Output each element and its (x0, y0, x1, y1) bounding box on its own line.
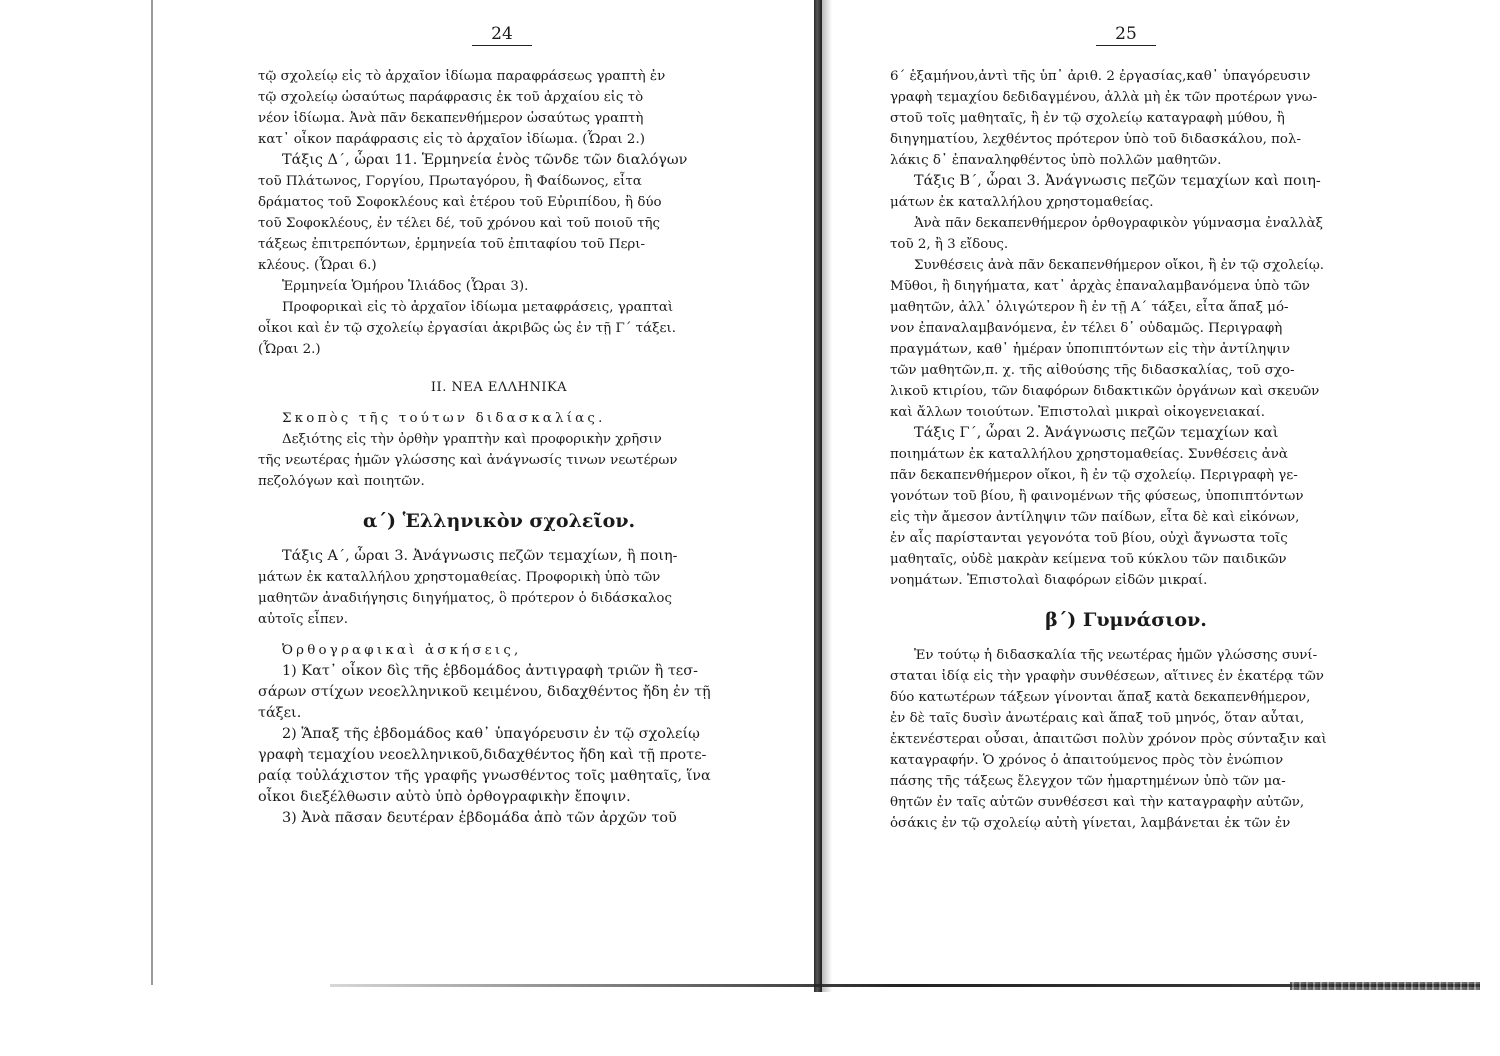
text-line: μαθητῶν, ἀλλ᾽ ὀλιγώτερον ἢ ἐν τῇ Α΄ τάξει, εἶτα ἅπαξ μό- (890, 300, 1289, 315)
text-line: ἐν αἷς παρίστανται γεγονότα τοῦ βίου, οὐχὶ ἄγνωστα τοῖς (890, 531, 1288, 546)
text-line: ἐν δὲ ταῖς δυσὶν ἀνωτέραις καὶ ἅπαξ τοῦ μηνός, ὅταν αὗται, (890, 711, 1305, 726)
text-line: γραφὴ τεμαχίου νεοελληνικοῦ,διδαχθέντος ἤδη καὶ τῇ προτε- (258, 747, 707, 763)
page-number: 25 (1096, 24, 1156, 46)
page-body (258, 66, 740, 829)
spine-shadow (822, 0, 832, 992)
text-line: λικοῦ κτιρίου, τῶν διαφόρων διδακτικῶν ὀργάνων καὶ σκευῶν (890, 384, 1320, 399)
text-line: μάτων ἐκ καταλλήλου χρηστομαθείας. Προφορικὴ ὑπὸ τῶν (258, 570, 661, 585)
text-line: στοῦ τοῖς μαθηταῖς, ἢ ἐν τῷ σχολείῳ καταγραφὴ μύθου, ἢ (890, 111, 1285, 126)
text-line: πάσης τῆς τάξεως ἔλεγχον τῶν ἡμαρτημένων ὑπὸ τῶν μα- (890, 774, 1286, 789)
text-line: 6΄ ἑξαμήνου,ἀντὶ τῆς ὑπ᾽ ἀριθ. 2 ἐργασίας,καθ᾽ ὑπαγόρευσιν (890, 69, 1311, 84)
text-line: κατ᾽ οἶκον παράφρασις εἰς τὸ ἀρχαῖον ἰδίωμα. (Ὧραι 2.) (258, 132, 645, 147)
text-line: καταγραφήν. Ὁ χρόνος ὁ ἀπαιτούμενος πρὸς τὸν ἐνώπιον (890, 753, 1284, 768)
page-body (890, 66, 1362, 834)
text-line: Δεξιότης εἰς τὴν ὀρθὴν γραπτὴν καὶ προφορικὴν χρῆσιν (282, 432, 662, 447)
text-line: τῶν μαθητῶν,π. χ. τῆς αἰθούσης τῆς διδασκαλίας, τοῦ σχο- (890, 363, 1295, 378)
text-line: μαθητῶν ἀναδιήγησις διηγήματος, ὃ πρότερον ὁ διδάσκαλος (258, 591, 672, 606)
text-line: τοῦ Σοφοκλέους, ἐν τέλει δέ, τοῦ χρόνου καὶ τοῦ ποιοῦ τῆς (258, 216, 661, 231)
text-line: ραίᾳ τοὐλάχιστον τῆς γραφῆς γνωσθέντος τοῖς μαθηταῖς, ἵνα (258, 768, 711, 784)
text-line: οἶκοι καὶ ἐν τῷ σχολείῳ ἐργασίαι ἀκριβῶς ὡς ἐν τῇ Γ΄ τάξει. (258, 321, 676, 336)
text-line: Μῦθοι, ἢ διηγήματα, κατ᾽ ἀρχὰς ἐπαναλαμβανόμενα ὑπὸ τῶν (890, 279, 1310, 294)
text-line: Τάξις Β΄, ὧραι 3. Ἀνάγνωσις πεζῶν τεμαχίων καὶ ποιη- (914, 173, 1321, 189)
text-line: 2) Ἅπαξ τῆς ἑβδομάδος καθ᾽ ὑπαγόρευσιν ἐν τῷ σχολείῳ (282, 726, 700, 742)
text-line: σάρων στίχων νεοελληνικοῦ κειμένου, διδαχθέντος ἤδη ἐν τῇ (258, 684, 711, 700)
text-line: 3) Ἀνὰ πᾶσαν δευτέραν ἑβδομάδα ἀπὸ τῶν ἀρχῶν τοῦ (282, 810, 677, 826)
text-line: πᾶν δεκαπενθήμερον οἴκοι, ἢ ἐν τῷ σχολείῳ. Περιγραφὴ γε- (890, 468, 1298, 483)
right-page (890, 0, 1362, 1000)
chapter-heading: α΄) Ἑλληνικὸν σχολεῖον. (362, 510, 636, 532)
text-line: νον ἐπαναλαμβανόμενα, ἐν τέλει δ᾽ οὐδαμῶς. Περιγραφὴ (890, 321, 1283, 336)
text-line: Συνθέσεις ἀνὰ πᾶν δεκαπενθήμερον οἴκοι, ἢ ἐν τῷ σχολείῳ. (914, 258, 1325, 273)
text-line: πραγμάτων, καθ᾽ ἡμέραν ὑποπιπτόντων εἰς τὴν ἀντίληψιν (890, 342, 1291, 357)
text-line: νοημάτων. Ἐπιστολαὶ διαφόρων εἰδῶν μικραί. (890, 573, 1208, 588)
text-line: δράματος τοῦ Σοφοκλέους καὶ ἑτέρου τοῦ Εὐριπίδου, ἢ δύο (258, 195, 662, 210)
text-line: Ἑρμηνεία Ὁμήρου Ἰλιάδος (Ὧραι 3). (282, 279, 529, 294)
text-line: τοῦ 2, ἢ 3 εἴδους. (890, 237, 1009, 252)
text-line: γραφὴ τεμαχίου δεδιδαγμένου, ἀλλὰ μὴ ἐκ τῶν προτέρων γνω- (890, 90, 1318, 105)
scan-left-edge (151, 0, 153, 985)
text-line: λάκις δ᾽ ἐπαναληφθέντος ὑπὸ πολλῶν μαθητῶν. (890, 153, 1222, 168)
text-line: διηγηματίου, λεχθέντος πρότερον ὑπὸ τοῦ διδασκάλου, πολ- (890, 132, 1301, 147)
text-line: τῷ σχολείῳ ὡσαύτως παράφρασις ἐκ τοῦ ἀρχαίου εἰς τὸ (258, 90, 644, 105)
text-line: θητῶν ἐν ταῖς αὐτῶν συνθέσεσι καὶ τὴν καταγραφὴν αὐτῶν, (890, 795, 1305, 810)
text-line: ὁσάκις ἐν τῷ σχολείῳ αὐτὴ γίνεται, λαμβάνεται ἐκ τῶν ἐν (890, 816, 1291, 831)
text-line: μαθηταῖς, οὐδὲ μακρὰν κείμενα τοῦ κύκλου τῶν παιδικῶν (890, 552, 1287, 567)
text-line: εἰς τὴν ἄμεσον ἀντίληψιν τῶν παίδων, εἶτα δὲ καὶ εἰκόνων, (890, 510, 1300, 525)
text-line: νέον ἰδίωμα. Ἀνὰ πᾶν δεκαπενθήμερον ὡσαύτως γραπτὴ (258, 111, 644, 126)
text-line: Ἐν τούτῳ ἡ διδασκαλία τῆς νεωτέρας ἡμῶν γλώσσης συνί- (914, 648, 1318, 663)
page-number: 24 (472, 24, 532, 46)
text-line: (Ὧραι 2.) (258, 342, 321, 357)
left-page (258, 0, 740, 1000)
chapter-heading: β΄) Γυμνάσιον. (1045, 609, 1207, 631)
text-line: μάτων ἐκ καταλλήλου χρηστομαθείας. (890, 195, 1154, 210)
text-line: τοῦ Πλάτωνος, Γοργίου, Πρωταγόρου, ἢ Φαίδωνος, εἶτα (258, 174, 642, 189)
text-line: 1) Κατ᾽ οἶκον δὶς τῆς ἑβδομάδος ἀντιγραφὴ τριῶν ἢ τεσ- (282, 663, 698, 679)
text-line: τάξεως ἐπιτρεπόντων, ἑρμηνεία τοῦ ἐπιταφίου τοῦ Περι- (258, 237, 646, 252)
text-line: Προφορικαὶ εἰς τὸ ἀρχαῖον ἰδίωμα μεταφράσεις, γραπταὶ (282, 300, 674, 315)
book-spine (814, 0, 822, 992)
text-line: καὶ ἄλλων τοιούτων. Ἐπιστολαὶ μικραὶ οἰκογενειακαί. (890, 405, 1265, 420)
text-line: τῆς νεωτέρας ἡμῶν γλώσσης καὶ ἀνάγνωσίς τινων νεωτέρων (258, 453, 678, 468)
text-line: τῷ σχολείῳ εἰς τὸ ἀρχαῖον ἰδίωμα παραφράσεως γραπτὴ ἐν (258, 69, 666, 84)
text-line: αὐτοῖς εἶπεν. (258, 612, 348, 627)
subsection-heading: Σκοπὸς τῆς τούτων διδασκαλίας. (282, 411, 606, 426)
text-line: δύο κατωτέρων τάξεων γίνονται ἅπαξ κατὰ δεκαπενθήμερον, (890, 690, 1311, 705)
subsection-heading: Ὀρθογραφικαὶ ἀσκήσεις, (282, 643, 522, 658)
text-line: οἶκοι διεξέλθωσιν αὐτὸ ὑπὸ ὀρθογραφικὴν ἔποψιν. (258, 789, 631, 805)
text-line: γονότων τοῦ βίου, ἢ φαινομένων τῆς φύσεως, ὑποπιπτόντων (890, 489, 1304, 504)
text-line: ἐκτενέστεραι οὖσαι, ἀπαιτῶσι πολὺν χρόνον πρὸς σύνταξιν καὶ (890, 732, 1327, 747)
section-heading: II. ΝΕΑ ΕΛΛΗΝΙΚΑ (430, 380, 568, 395)
scan-artifact (1290, 982, 1480, 990)
text-line: τάξει. (258, 705, 302, 721)
text-line: κλέους. (Ὧραι 6.) (258, 258, 377, 273)
text-line: ποιημάτων ἐκ καταλλήλου χρηστομαθείας. Συνθέσεις ἀνὰ (890, 447, 1288, 462)
text-line: σταται ἰδίᾳ εἰς τὴν γραφὴν συνθέσεων, αἵτινες ἐν ἑκατέρᾳ τῶν (890, 669, 1324, 684)
text-line: Τάξις Γ΄, ὧραι 2. Ἀνάγνωσις πεζῶν τεμαχίων καὶ (914, 425, 1279, 441)
text-line: Τάξις Δ΄, ὧραι 11. Ἑρμηνεία ἑνὸς τῶνδε τῶν διαλόγων (282, 152, 688, 168)
text-line: Τάξις Α΄, ὧραι 3. Ἀνάγνωσις πεζῶν τεμαχίων, ἢ ποιη- (282, 548, 678, 564)
text-line: Ἀνὰ πᾶν δεκαπενθήμερον ὀρθογραφικὸν γύμνασμα ἐναλλὰξ (914, 216, 1324, 231)
text-line: πεζολόγων καὶ ποιητῶν. (258, 474, 425, 489)
